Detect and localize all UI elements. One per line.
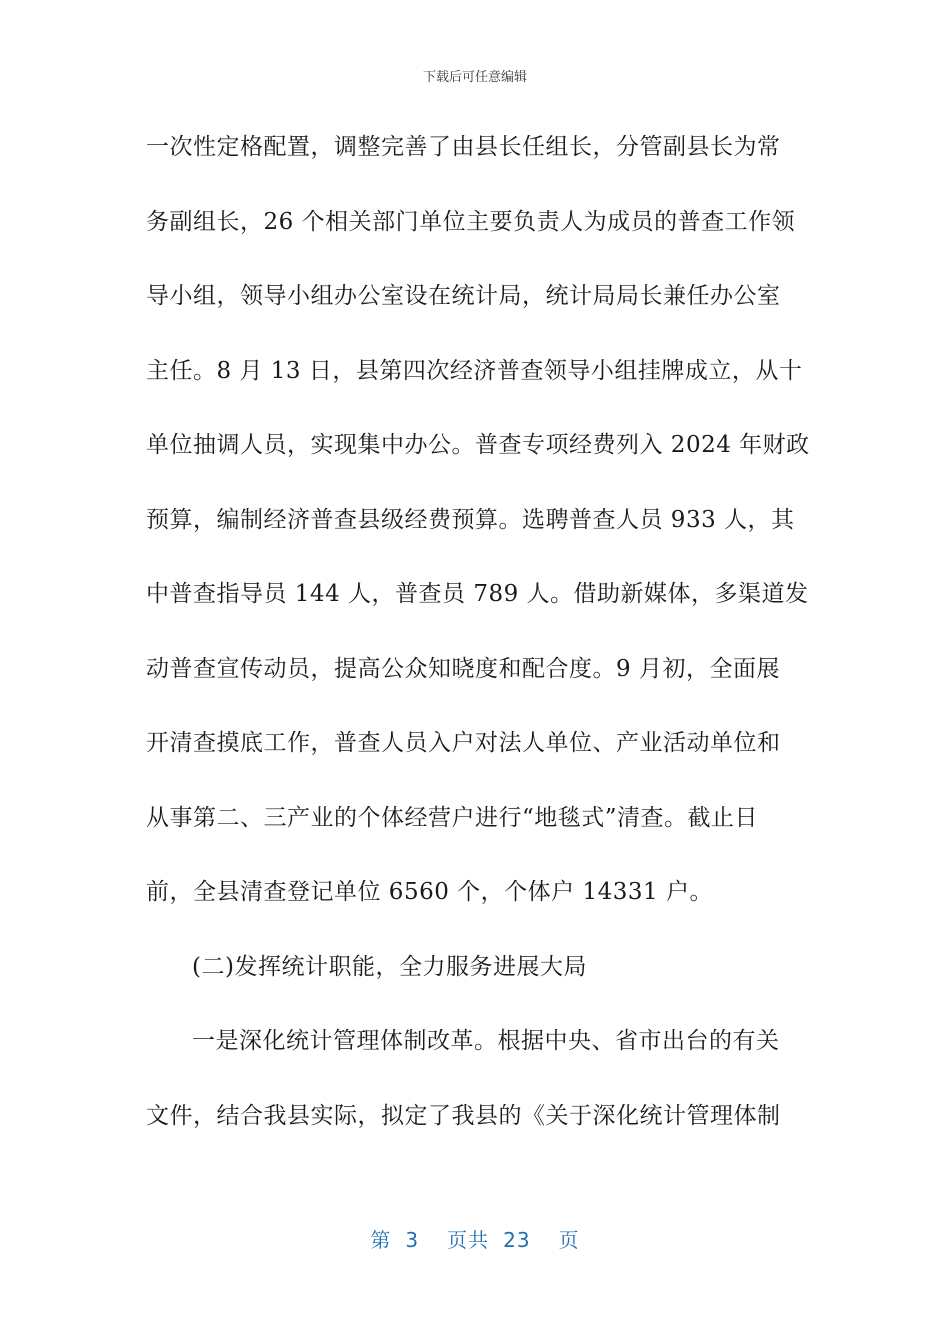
footer-current-page: 3 (405, 1228, 420, 1252)
page-header-note: 下载后可任意编辑 (422, 70, 527, 85)
body-line: 从事第二、三产业的个体经营户进行“地毯式”清查。截止日 (146, 804, 759, 831)
document-body (146, 128, 810, 1171)
footer-middle: 页共 (447, 1228, 490, 1252)
body-line: 前，全县清查登记单位 6560 个，个体户 14331 户。 (146, 879, 713, 905)
body-line: 预算，编制经济普查县级经费预算。选聘普查人员 933 人，其 (146, 506, 795, 533)
body-line: 导小组，领导小组办公室设在统计局，统计局局长兼任办公室 (146, 283, 781, 309)
body-line: 动普查宣传动员，提高公众知晓度和配合度。9 月初，全面展 (146, 655, 780, 682)
body-line: 一次性定格配置，调整完善了由县长任组长，分管副县长为常 (146, 134, 781, 160)
body-line: 一是深化统计管理体制改革。根据中央、省市出台的有关 (192, 1028, 780, 1054)
footer-total-pages: 23 (503, 1228, 531, 1252)
body-line: 务副组长，26 个相关部门单位主要负责人为成员的普查工作领 (146, 208, 796, 235)
body-line: 主任。8 月 13 日，县第四次经济普查领导小组挂牌成立，从十 (146, 357, 803, 384)
body-line: 文件，结合我县实际，拟定了我县的《关于深化统计管理体制 (146, 1102, 781, 1129)
footer-prefix: 第 (370, 1228, 392, 1252)
page-footer (0, 1224, 950, 1253)
section-heading: (二)发挥统计职能，全力服务进展大局 (192, 953, 587, 980)
body-line: 单位抽调人员，实现集中办公。普查专项经费列入 2024 年财政 (146, 432, 810, 458)
body-line: 开清查摸底工作，普查人员入户对法人单位、产业活动单位和 (146, 730, 781, 756)
body-line: 中普查指导员 144 人，普查员 789 人。借助新媒体，多渠道发 (146, 581, 809, 607)
footer-suffix: 页 (558, 1228, 580, 1252)
